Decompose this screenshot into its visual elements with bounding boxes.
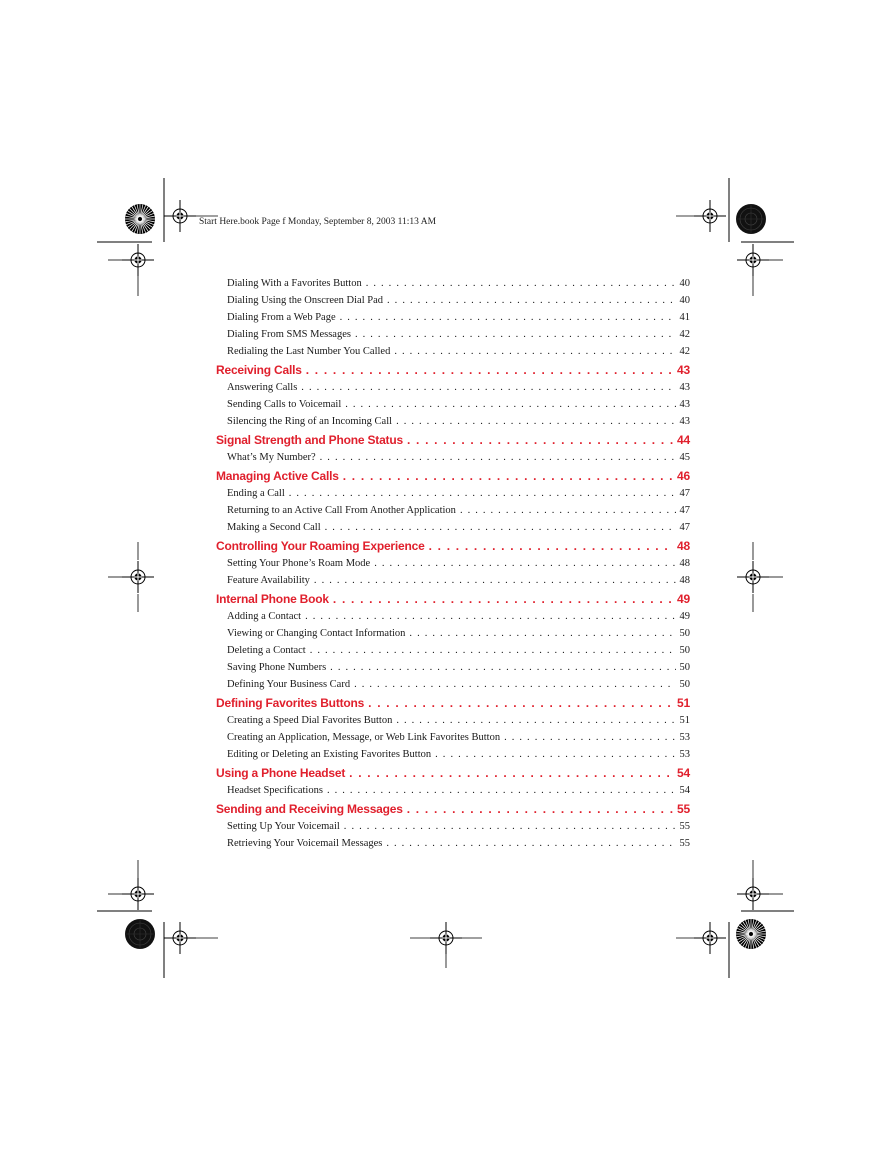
toc-label: Dialing From a Web Page [227,312,336,323]
dot-leader [460,505,676,516]
toc-page-number: 55 [677,802,690,816]
dot-leader [374,558,675,569]
toc-label: Making a Second Call [227,522,321,533]
toc-label: Defining Your Business Card [227,679,351,690]
toc-page-number: 51 [679,715,690,726]
toc-entry[interactable] [216,838,690,855]
toc-label: Ending a Call [227,488,285,499]
dot-leader [409,628,675,639]
toc-label: Setting Your Phone’s Roam Mode [227,558,371,569]
toc-label: Dialing From SMS Messages [227,329,351,340]
dot-leader [396,715,675,726]
toc-label: Viewing or Changing Contact Information [227,628,406,639]
toc-page-number: 50 [679,662,690,673]
dot-leader [340,312,676,323]
toc-page-number: 54 [677,766,690,780]
toc-page-number: 42 [679,346,690,357]
dot-leader [354,679,675,690]
toc-entry[interactable] [216,505,690,522]
toc-entry[interactable] [216,522,690,539]
toc-label: Using a Phone Headset [216,766,346,780]
toc-page-number: 49 [679,611,690,622]
toc-entry[interactable] [216,575,690,592]
dot-leader [386,838,675,849]
toc-label: Silencing the Ring of an Incoming Call [227,416,393,427]
toc-page-number: 43 [679,399,690,410]
toc-entry[interactable] [216,679,690,696]
toc-entry[interactable] [216,312,690,329]
toc-entry[interactable] [216,346,690,363]
dot-leader [429,539,673,553]
dot-leader [368,696,673,710]
dot-leader [349,766,673,780]
toc-label: Signal Strength and Phone Status [216,433,403,447]
dot-leader [345,399,675,410]
toc-page-number: 46 [677,469,690,483]
toc-entry[interactable] [216,645,690,662]
toc-label: Editing or Deleting an Existing Favorites Button [227,749,432,760]
toc-entry[interactable] [216,662,690,679]
dot-leader [305,611,675,622]
toc-label: Defining Favorites Buttons [216,696,365,710]
toc-page-number: 48 [679,558,690,569]
toc-label: Managing Active Calls [216,469,339,483]
toc-page-number: 53 [679,749,690,760]
toc-page-number: 47 [679,488,690,499]
dot-leader [343,469,673,483]
toc-label: Sending and Receiving Messages [216,802,403,816]
toc-page-number: 55 [679,821,690,832]
dot-leader [366,278,676,289]
toc-page-number: 40 [679,295,690,306]
toc-page-number: 48 [677,539,690,553]
toc-label: Adding a Contact [227,611,302,622]
dot-leader [344,821,676,832]
toc-label: Controlling Your Roaming Experience [216,539,425,553]
dot-leader [327,785,676,796]
toc-page-number: 45 [679,452,690,463]
toc-entry[interactable] [216,749,690,766]
toc-label: Setting Up Your Voicemail [227,821,340,832]
dot-leader [355,329,676,340]
toc-page-number: 50 [679,679,690,690]
toc-entry[interactable] [216,628,690,645]
toc-page-number: 40 [679,278,690,289]
table-of-contents [216,278,690,855]
toc-label: Sending Calls to Voicemail [227,399,342,410]
toc-heading[interactable] [216,696,690,715]
toc-label: Dialing Using the Onscreen Dial Pad [227,295,384,306]
toc-label: Feature Availability [227,575,310,586]
toc-label: Receiving Calls [216,363,302,377]
toc-heading[interactable] [216,363,690,382]
toc-heading[interactable] [216,766,690,785]
dot-leader [310,645,676,656]
toc-label: Creating a Speed Dial Favorites Button [227,715,393,726]
toc-entry[interactable] [216,399,690,416]
toc-entry[interactable] [216,785,690,802]
toc-heading[interactable] [216,433,690,452]
dot-leader [320,452,676,463]
toc-entry[interactable] [216,329,690,346]
toc-page-number: 50 [679,645,690,656]
toc-label: Headset Specifications [227,785,323,796]
toc-label: Dialing With a Favorites Button [227,278,362,289]
toc-page-number: 53 [679,732,690,743]
toc-heading[interactable] [216,469,690,488]
toc-page-number: 51 [677,696,690,710]
toc-heading[interactable] [216,592,690,611]
toc-entry[interactable] [216,295,690,312]
toc-label: Creating an Application, Message, or Web Link Favorites Button [227,732,501,743]
dot-leader [435,749,675,760]
dot-leader [330,662,675,673]
toc-entry[interactable] [216,416,690,433]
dot-leader [387,295,675,306]
dot-leader [396,416,675,427]
toc-page-number: 47 [679,522,690,533]
dot-leader [504,732,675,743]
toc-entry[interactable] [216,452,690,469]
toc-label: Retrieving Your Voicemail Messages [227,838,383,849]
dot-leader [289,488,676,499]
dot-leader [301,382,675,393]
toc-page-number: 41 [679,312,690,323]
toc-page-number: 42 [679,329,690,340]
toc-page-number: 44 [677,433,690,447]
toc-label: Internal Phone Book [216,592,329,606]
dot-leader [394,346,675,357]
toc-page-number: 49 [677,592,690,606]
dot-leader [306,363,673,377]
dot-leader [407,433,673,447]
toc-label: Saving Phone Numbers [227,662,327,673]
dot-leader [314,575,676,586]
toc-label: What’s My Number? [227,452,316,463]
toc-entry[interactable] [216,821,690,838]
toc-page-number: 43 [679,416,690,427]
toc-page-number: 43 [677,363,690,377]
toc-page-number: 43 [679,382,690,393]
toc-entry[interactable] [216,278,690,295]
toc-label: Returning to an Active Call From Another Application [227,505,456,516]
toc-entry[interactable] [216,611,690,628]
toc-heading[interactable] [216,802,690,821]
toc-entry[interactable] [216,558,690,575]
print-slug: Start Here.book Page f Monday, September 8, 2003 11:13 AM [199,217,437,227]
toc-entry[interactable] [216,732,690,749]
toc-page-number: 54 [679,785,690,796]
dot-leader [407,802,673,816]
toc-heading[interactable] [216,539,690,558]
toc-entry[interactable] [216,382,690,399]
toc-label: Answering Calls [227,382,298,393]
dot-leader [325,522,676,533]
toc-label: Redialing the Last Number You Called [227,346,391,357]
toc-label: Deleting a Contact [227,645,306,656]
toc-entry[interactable] [216,715,690,732]
toc-page-number: 47 [679,505,690,516]
dot-leader [333,592,673,606]
toc-page-number: 55 [679,838,690,849]
toc-page-number: 48 [679,575,690,586]
toc-page-number: 50 [679,628,690,639]
toc-entry[interactable] [216,488,690,505]
